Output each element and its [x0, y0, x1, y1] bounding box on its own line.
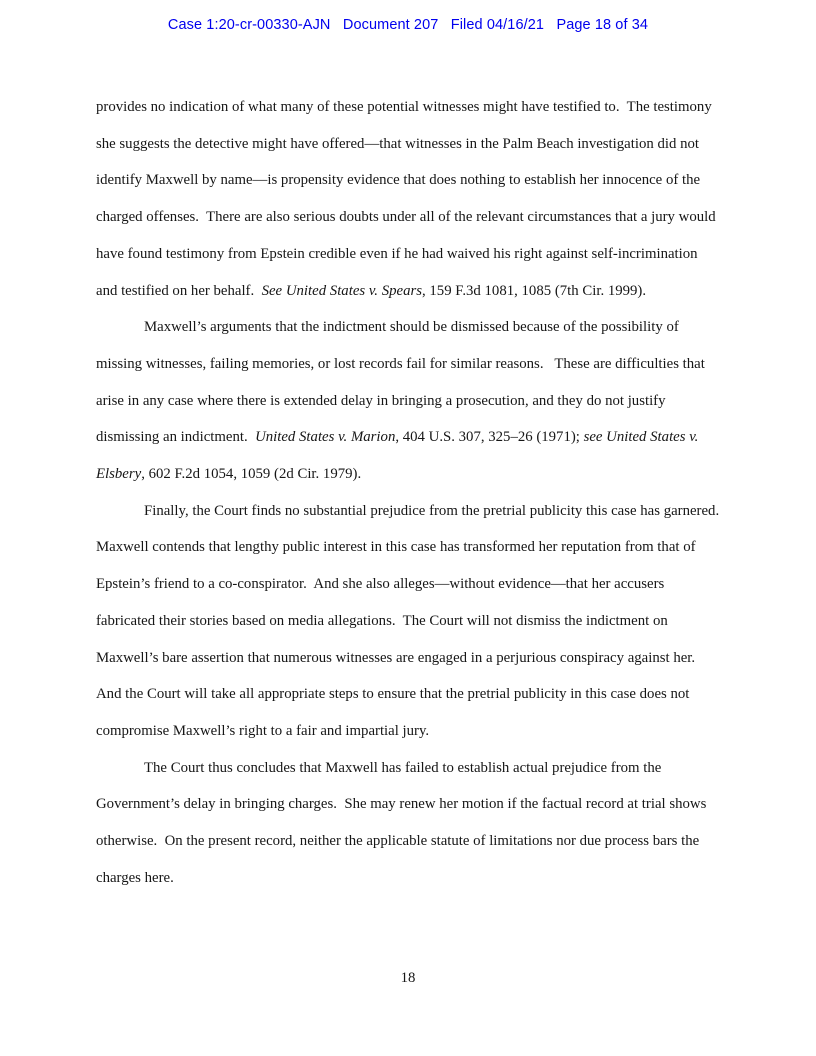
text-segment: Finally, the Court finds no substantial prejudice from the pretrial publicity this case has garnered. Maxwell contends that lengthy public interest in this case has transformed her reputation from that of Epstein’s friend to a co-conspirator. And she also alleges—without evidence—that her accusers fabricated their stories based on media allegations. The Court will not dismiss the indictment on Maxwell’s bare assertion that numerous witnesses are engaged in a perjurious conspiracy against her. And the Court will take all appropriate steps to ensure that the pretrial publicity in this case does not compromise Maxwell’s right to a fair and impartial jury.: [96, 502, 727, 739]
paragraph: [96, 309, 720, 493]
citation-italic: United States v. Marion: [255, 429, 396, 446]
page-number: 18: [400, 970, 416, 986]
text-segment: , 159 F.3d 1081, 1085 (7th Cir. 1999).: [422, 282, 647, 299]
document-body: [0, 33, 816, 896]
citation-italic: See United States v. Spears: [261, 282, 422, 299]
paragraph: [96, 493, 727, 750]
text-segment: , 404 U.S. 307, 325–26 (1971);: [395, 429, 584, 446]
case-header: Case 1:20-cr-00330-AJN Document 207 Filed 04/16/21 Page 18 of 34: [167, 17, 649, 33]
text-segment: The Court thus concludes that Maxwell has failed to establish actual prejudice from the Government’s delay in bringing charges. She may renew her motion if the factual record at trial shows otherwise. On the present record, neither the applicable statute of limitations nor due process bars the charges here.: [96, 759, 711, 886]
citation-italic: see United States v. Elsbery: [96, 429, 703, 483]
paragraph: [96, 750, 720, 897]
paragraph: [96, 89, 720, 309]
text-segment: Maxwell’s arguments that the indictment should be dismissed because of the possibility of missing witnesses, failing memories, or lost records fail for similar reasons. These are difficulties that arise in any case where there is extended delay in bringing a prosecution, and they do not justify dismissing an indictment.: [96, 319, 709, 446]
text-segment: , 602 F.2d 1054, 1059 (2d Cir. 1979).: [141, 466, 362, 483]
text-segment: provides no indication of what many of these potential witnesses might have testified to. The testimony she suggests the detective might have offered—that witnesses in the Palm Beach investigation did not identify Maxwell by name—is propensity evidence that does nothing to establish her innocence of the charged offenses. There are also serious doubts under all of the relevant circumstances that a jury would have found testimony from Epstein credible even if he had waived his right against self-incrimination and testified on her behalf.: [96, 99, 720, 299]
